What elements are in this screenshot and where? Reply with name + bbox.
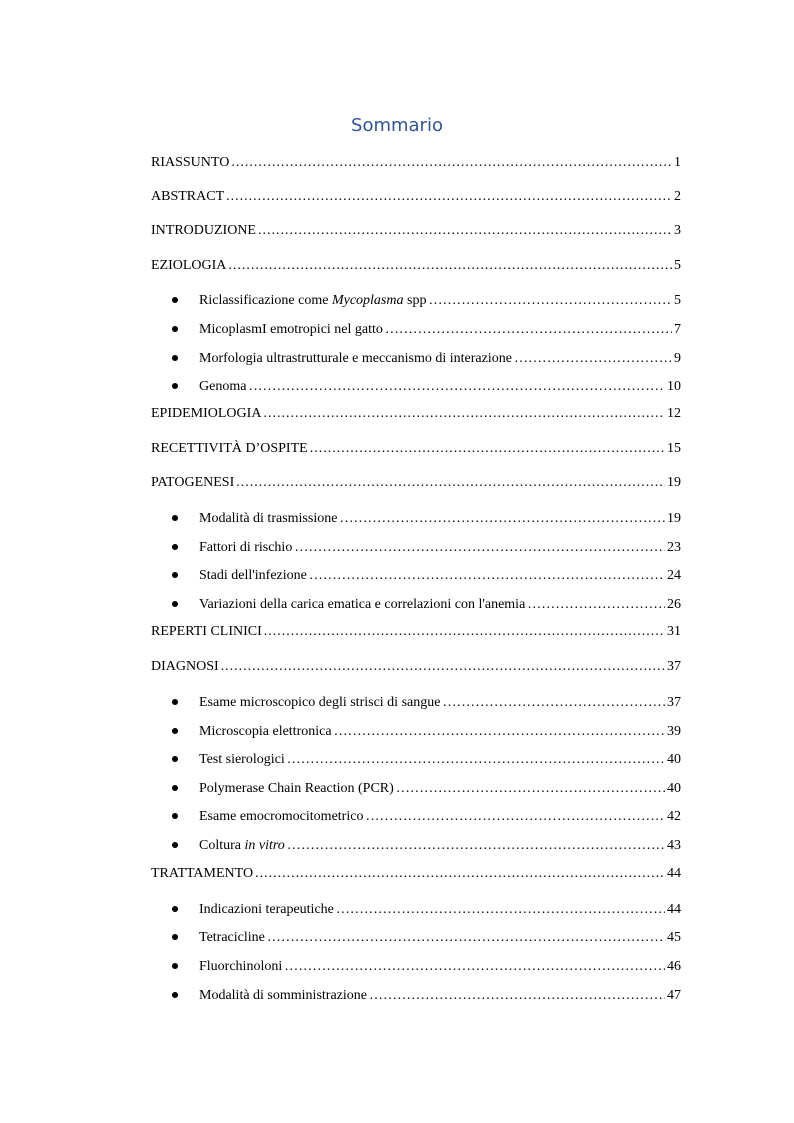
toc-entry-label: Modalità di trasmissione <box>199 511 338 526</box>
toc-subentry-genoma[interactable] <box>199 378 681 396</box>
toc-entry-eziologia[interactable] <box>151 257 681 275</box>
toc-entry-label: EZIOLOGIA <box>151 258 227 273</box>
toc-entry-reperti[interactable] <box>151 623 681 641</box>
bullet-icon <box>172 813 178 819</box>
toc-subentry-coltura[interactable] <box>199 837 681 855</box>
toc-entry-label: RIASSUNTO <box>151 155 230 170</box>
toc-entry-page: 12 <box>667 406 681 421</box>
toc-entry-label: Esame emocromocitometrico <box>199 809 364 824</box>
bullet-icon <box>172 699 178 705</box>
bullet-icon <box>172 785 178 791</box>
dot-leader <box>514 350 672 368</box>
toc-entry-label: PATOGENESI <box>151 475 235 490</box>
toc-subentry-tetracicline[interactable] <box>199 929 681 947</box>
dot-leader <box>336 901 665 919</box>
toc-entry-page: 43 <box>667 838 681 853</box>
toc-subentry-trasmissione[interactable] <box>199 510 681 528</box>
toc-entry-page: 31 <box>667 624 681 639</box>
dot-leader <box>428 292 672 310</box>
toc-subentry-indicazioni[interactable] <box>199 901 681 919</box>
toc-subentry-somministrazione[interactable] <box>199 987 681 1005</box>
toc-subentry-stadi[interactable] <box>199 567 681 585</box>
toc-entry-label: Riclassificazione come Mycoplasma spp <box>199 293 427 308</box>
toc-subentry-riclassificazione[interactable] <box>199 292 681 310</box>
dot-leader <box>228 257 672 275</box>
toc-subentry-fluorchinoloni[interactable] <box>199 958 681 976</box>
toc-entry-page: 37 <box>667 695 681 710</box>
bullet-icon <box>172 756 178 762</box>
toc-entry-label: Tetracicline <box>199 930 265 945</box>
bullet-icon <box>172 601 178 607</box>
toc-entry-label: Esame microscopico degli strisci di sangue <box>199 695 441 710</box>
toc-subentry-fattori[interactable] <box>199 539 681 557</box>
toc-entry-label: Polymerase Chain Reaction (PCR) <box>199 781 394 796</box>
dot-leader <box>294 539 665 557</box>
toc-entry-label: Fluorchinoloni <box>199 959 283 974</box>
toc-entry-page: 44 <box>667 902 681 917</box>
dot-leader <box>255 865 665 883</box>
toc-entry-page: 9 <box>674 351 681 366</box>
toc-subentry-microscopico[interactable] <box>199 694 681 712</box>
toc-entry-label: Coltura in vitro <box>199 838 285 853</box>
toc-entry-epidemiologia[interactable] <box>151 405 681 423</box>
toc-subentry-emocromo[interactable] <box>199 808 681 826</box>
toc-entry-page: 1 <box>674 155 681 170</box>
toc-entry-page: 47 <box>667 988 681 1003</box>
toc-subentry-sierologici[interactable] <box>199 751 681 769</box>
toc-entry-label: ABSTRACT <box>151 189 225 204</box>
toc-entry-label: TRATTAMENTO <box>151 866 254 881</box>
dot-leader <box>396 780 665 798</box>
toc-entry-page: 24 <box>667 568 681 583</box>
toc-entry-trattamento[interactable] <box>151 865 681 883</box>
bullet-icon <box>172 992 178 998</box>
toc-subentry-morfologia[interactable] <box>199 350 681 368</box>
toc-entry-page: 42 <box>667 809 681 824</box>
dot-leader <box>339 510 665 528</box>
toc-entry-patogenesi[interactable] <box>151 474 681 492</box>
toc-entry-page: 44 <box>667 866 681 881</box>
bullet-icon <box>172 544 178 550</box>
dot-leader <box>258 222 672 240</box>
toc-entry-label: Modalità di somministrazione <box>199 988 367 1003</box>
toc-entry-page: 5 <box>674 258 681 273</box>
toc-entry-page: 39 <box>667 724 681 739</box>
toc-entry-page: 45 <box>667 930 681 945</box>
toc-entry-label: REPERTI CLINICI <box>151 624 262 639</box>
dot-leader <box>309 567 665 585</box>
toc-subentry-variazioni[interactable] <box>199 596 681 614</box>
toc-entry-label: Test sierologici <box>199 752 285 767</box>
toc-entry-page: 3 <box>674 223 681 238</box>
dot-leader <box>527 596 665 614</box>
bullet-icon <box>172 906 178 912</box>
toc-entry-page: 23 <box>667 540 681 555</box>
toc-entry-introduzione[interactable] <box>151 222 681 240</box>
dot-leader <box>267 929 665 947</box>
dot-leader <box>248 378 665 396</box>
dot-leader <box>310 440 665 458</box>
bullet-icon <box>172 842 178 848</box>
toc-title: Sommario <box>351 115 443 136</box>
toc-entry-page: 15 <box>667 441 681 456</box>
dot-leader <box>287 751 665 769</box>
toc-subentry-pcr[interactable] <box>199 780 681 798</box>
toc-entry-page: 2 <box>674 189 681 204</box>
toc-entry-label: Morfologia ultrastrutturale e meccanismo di interazione <box>199 351 512 366</box>
toc-entry-recettivita[interactable] <box>151 440 681 458</box>
toc-entry-label: INTRODUZIONE <box>151 223 256 238</box>
bullet-icon <box>172 963 178 969</box>
bullet-icon <box>172 297 178 303</box>
toc-entry-page: 37 <box>667 659 681 674</box>
dot-leader <box>231 154 672 172</box>
toc-entry-label: DIAGNOSI <box>151 659 219 674</box>
dot-leader <box>264 623 665 641</box>
toc-entry-page: 19 <box>667 475 681 490</box>
dot-leader <box>365 808 665 826</box>
toc-entry-label: Fattori di rischio <box>199 540 293 555</box>
bullet-icon <box>172 934 178 940</box>
toc-entry-label: RECETTIVITÀ D’OSPITE <box>151 441 308 456</box>
dot-leader <box>236 474 665 492</box>
toc-entry-label: Stadi dell'infezione <box>199 568 307 583</box>
dot-leader <box>263 405 665 423</box>
toc-subentry-microscopia[interactable] <box>199 723 681 741</box>
toc-entry-riassunto[interactable] <box>151 154 681 172</box>
bullet-icon <box>172 355 178 361</box>
toc-entry-page: 7 <box>674 322 681 337</box>
dot-leader <box>369 987 665 1005</box>
toc-subentry-micoplasmi[interactable] <box>199 321 681 339</box>
toc-entry-page: 19 <box>667 511 681 526</box>
toc-entry-label: EPIDEMIOLOGIA <box>151 406 262 421</box>
bullet-icon <box>172 572 178 578</box>
toc-entry-label: MicoplasmI emotropici nel gatto <box>199 322 383 337</box>
toc-entry-diagnosi[interactable] <box>151 658 681 676</box>
toc-entry-page: 26 <box>667 597 681 612</box>
bullet-icon <box>172 383 178 389</box>
bullet-icon <box>172 728 178 734</box>
dot-leader <box>284 958 665 976</box>
toc-entry-label: Microscopia elettronica <box>199 724 332 739</box>
dot-leader <box>221 658 665 676</box>
toc-entry-page: 40 <box>667 752 681 767</box>
toc-entry-label: Genoma <box>199 379 247 394</box>
toc-entry-abstract[interactable] <box>151 188 681 206</box>
dot-leader <box>226 188 672 206</box>
toc-entry-page: 5 <box>674 293 681 308</box>
toc-entry-page: 40 <box>667 781 681 796</box>
toc-entry-label: Variazioni della carica ematica e correlazioni con l'anemia <box>199 597 526 612</box>
dot-leader <box>442 694 665 712</box>
bullet-icon <box>172 515 178 521</box>
toc-entry-page: 46 <box>667 959 681 974</box>
toc-entry-label: Indicazioni terapeutiche <box>199 902 334 917</box>
toc-entry-page: 10 <box>667 379 681 394</box>
dot-leader <box>385 321 672 339</box>
dot-leader <box>287 837 665 855</box>
dot-leader <box>334 723 665 741</box>
bullet-icon <box>172 326 178 332</box>
